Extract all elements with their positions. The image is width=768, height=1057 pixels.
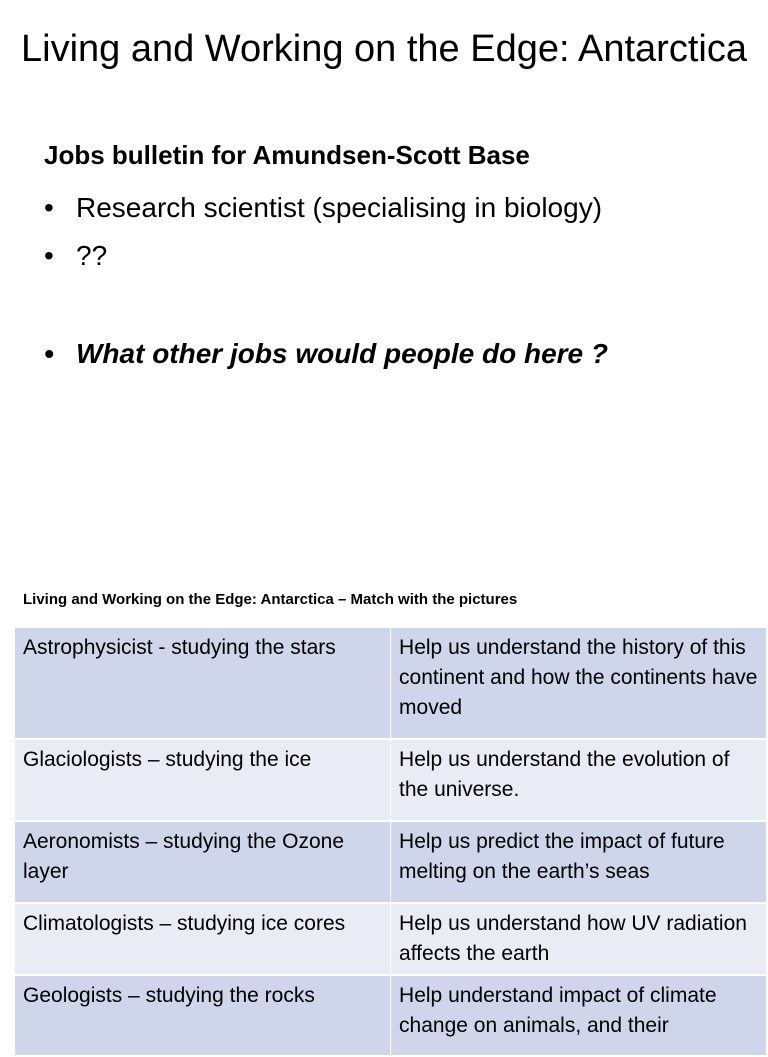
- job-cell: Aeronomists – studying the Ozone layer: [15, 821, 391, 903]
- slide-title: Living and Working on the Edge: Antarctica: [21, 28, 747, 70]
- job-cell: Glaciologists – studying the ice: [15, 739, 391, 821]
- job-cell: Astrophysicist - studying the stars: [15, 628, 391, 739]
- bullet-item: [44, 192, 602, 224]
- bullet-dot-icon: •: [44, 192, 54, 223]
- matching-table: [15, 628, 767, 1057]
- bullet-item-question: [44, 338, 608, 370]
- bullet-text: ??: [76, 240, 108, 271]
- bullet-dot-icon: •: [44, 338, 54, 369]
- job-cell: Geologists – studying the rocks: [15, 975, 391, 1056]
- table-row: [15, 975, 767, 1056]
- table-row: [15, 739, 767, 821]
- purpose-cell: Help us understand the history of this continent and how the continents have moved: [391, 628, 767, 739]
- jobs-bulletin-heading: Jobs bulletin for Amundsen-Scott Base: [44, 140, 530, 170]
- bullet-text: Research scientist (specialising in biology): [76, 192, 603, 223]
- bullet-text: What other jobs would people do here ?: [76, 338, 608, 369]
- job-cell: Climatologists – studying ice cores: [15, 903, 391, 975]
- purpose-cell: Help us understand the evolution of the universe.: [391, 739, 767, 821]
- purpose-cell: Help understand impact of climate change on animals, and their: [391, 975, 767, 1056]
- purpose-cell: Help us predict the impact of future melting on the earth’s seas: [391, 821, 767, 903]
- bullet-item: [44, 240, 107, 272]
- bullet-dot-icon: •: [44, 240, 54, 271]
- table-row: [15, 628, 767, 739]
- table-row: [15, 903, 767, 975]
- worksheet-title: Living and Working on the Edge: Antarctica – Match with the pictures: [23, 591, 518, 608]
- table-row: [15, 821, 767, 903]
- purpose-cell: Help us understand how UV radiation affects the earth: [391, 903, 767, 975]
